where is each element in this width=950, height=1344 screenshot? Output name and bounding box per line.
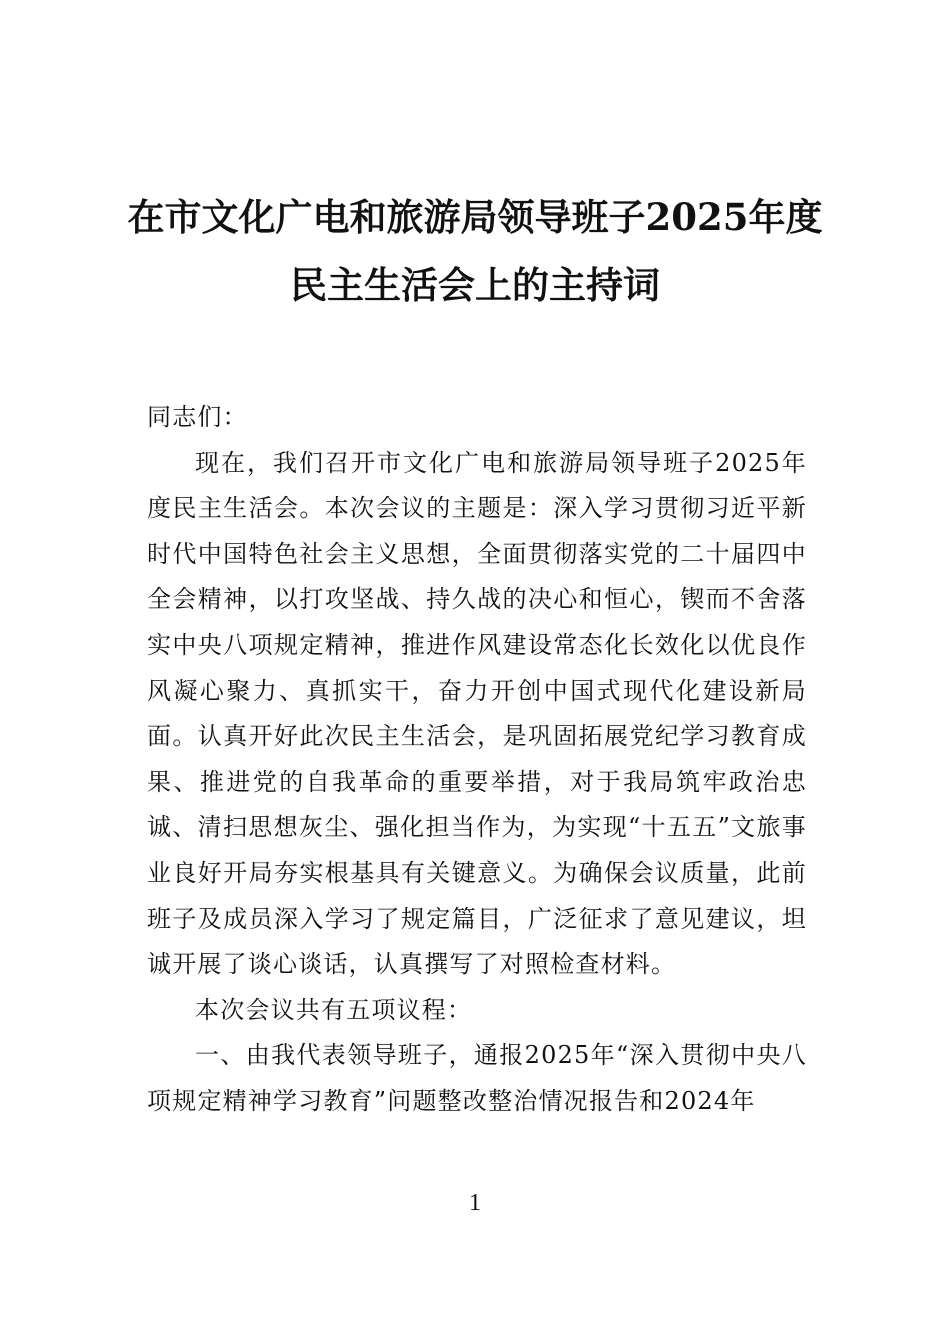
paragraph-opening: 现在，我们召开市文化广电和旅游局领导班子2025年度民主生活会。本次会议的主题是：深入学习贯彻习近平新时代中国特色社会主义思想，全面贯彻落实党的二十届四中全会精神，以打攻坚战、持久战的决心和恒心，锲而不舍落实中央八项规定精神，推进作风建设常态化长效化以优良作风凝心聚力、真抓实干，奋力开创中国式现代化建设新局面。认真开好此次民主生活会，是巩固拓展党纪学习教育成果、推进党的自我革命的重要举措，对于我局筑牢政治忠诚、清扫思想灰尘、强化担当作为，为实现“十五五”文旅事业良好开局夯实根基具有关键意义。为确保会议质量，此前班子及成员深入学习了规定篇目，广泛征求了意见建议，坦诚开展了谈心谈话，认真撰写了对照检查材料。 (147, 448, 807, 979)
document-body (147, 395, 807, 1125)
paragraph-agenda-item-1: 一、由我代表领导班子，通报2025年“深入贯彻中央八项规定精神学习教育”问题整改整治情况报告和2024年 (147, 1041, 807, 1115)
document-title-line-2: 民主生活会上的主持词 (290, 263, 660, 307)
document-title-line-1: 在市文化广电和旅游局领导班子2025年度 (127, 195, 823, 239)
greeting: 同志们： (147, 403, 248, 431)
paragraph-agenda-intro: 本次会议共有五项议程： (195, 995, 473, 1024)
page-number: 1 (469, 1190, 481, 1216)
